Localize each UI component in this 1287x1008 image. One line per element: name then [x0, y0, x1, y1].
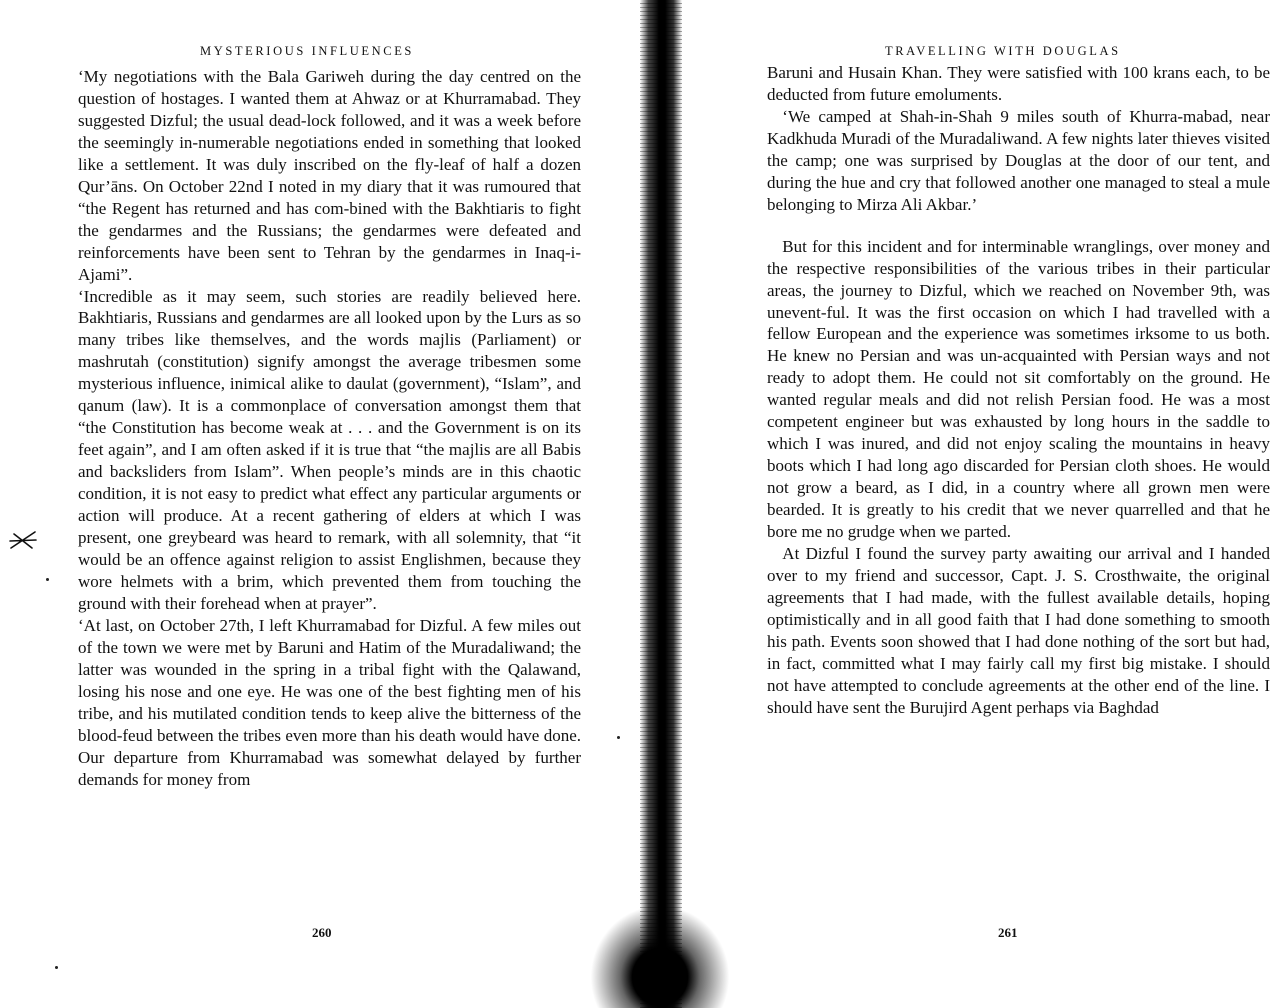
page-number-right: 261 — [998, 925, 1018, 940]
left-page-body — [78, 66, 581, 790]
right-page-body — [767, 62, 1270, 719]
ink-speck — [55, 966, 58, 969]
book-gutter-shadow — [640, 0, 682, 1008]
running-head-right: TRAVELLING WITH DOUGLAS — [885, 44, 1121, 58]
ink-speck — [617, 736, 620, 739]
paragraph: ‘My negotiations with the Bala Gariweh during the day centred on the question of hostages. I wanted them at Ahwaz or at Khurramabad. They suggested Dizful; the usual dead-lock followed, and it was a week before the seemingly in-numerable negotiations ended in something that looked like a settlement. It was duly inscribed on the fly-leaf of half a dozen Qur’āns. On October 22nd I noted in my diary that it was rumoured that “the Regent has returned and has com-bined with the Bakhtiaris to fight the gendarmes and the Russians; the gendarmes were defeated and reinforcements have been sent to Tehran by the gendarmes in Inaq-i-Ajami”. — [78, 67, 581, 284]
paragraph: ‘At last, on October 27th, I left Khurramabad for Dizful. A few miles out of the town we were met by Baruni and Hatim of the Muradaliwand; the latter was wounded in the spring in a tribal fight with the Qalawand, losing his nose and one eye. He was one of the best fighting men of his tribe, and his mutilated condition tends to keep alive the bitterness of the blood-feud between the tribes even more than his death would have done. Our departure from Khurramabad was somewhat delayed by further demands for money from — [78, 615, 581, 789]
paragraph: At Dizful I found the survey party awaiting our arrival and I handed over to my friend and successor, Capt. J. S. Crosthwaite, the original agreements that I had made, with the fullest available details, hoping optimistically and in all good faith that I had done something to smooth his path. Events soon showed that I had done nothing of the sort but had, in fact, committed what I may fairly call my first big mistake. I should not have attempted to conclude agreements at the other end of the line. I should have sent the Burujird Agent perhaps via Baghdad — [767, 544, 1270, 717]
right-page — [682, 0, 1287, 1008]
page-number-left: 260 — [312, 925, 332, 940]
running-head-left: MYSTERIOUS INFLUENCES — [200, 44, 414, 58]
paragraph: ‘Incredible as it may seem, such stories are readily believed here. Bakhtiaris, Russians and gendarmes are all looked upon by the Lurs as so many tribes like themselves, and the words majlis (Parliament) or mashrutah (constitution) signify amongst the average tribesmen some mysterious influence, inimical alike to daulat (government), “Islam”, and qanum (law). It is a commonplace of conversation amongst them that “the Constitution has become weak at . . . and the Government is on its feet again”, and I am often asked if it is true that “the majlis are all Babis and backsliders from Islam”. When people’s minds are in this chaotic condition, it is not easy to predict what effect any particular arguments or action will produce. At a recent gathering of elders at which I was present, one greybeard was heard to remark, with all solemnity, that “it would be an offence against religion to assist Englishmen, because they wore helmets with a brim, which prevented them from touching the ground with their forehead when at prayer”. — [78, 286, 581, 613]
paragraph: But for this incident and for interminable wranglings, over money and the respective responsibilities of the various tribes in their particular areas, the journey to Dizful, which we reached on November 9th, was unevent-ful. It was the first occasion on which I had travelled with a fellow European and the experience was sometimes irksome to us both. He knew no Persian and was un-acquainted with Persian ways and not ready to adopt them. He could not sit comfortably on the ground. He wanted regular meals and did not relish Persian food. He was a most competent engineer but was exhausted by long hours in the saddle to which I was inured, and did not enjoy scaling the mountains in heavy boots which I had long ago discarded for Persian cloth shoes. He would not grow a beard, as I did, in a country where all grown men were bearded. It is greatly to his credit that we never quarrelled and that he bore me no grudge when we parted. — [767, 236, 1270, 542]
left-page — [0, 0, 640, 1008]
paragraph: Baruni and Husain Khan. They were satisfied with 100 krans each, to be deducted from future emoluments. — [767, 63, 1270, 104]
paragraph: ‘We camped at Shah-in-Shah 9 miles south of Khurra-mabad, near Kadkhuda Muradi of the Muradaliwand. A few nights later thieves visited the camp; one was surprised by Douglas at the door of our tent, and during the hue and cry that followed another one managed to steal a mule belonging to Mirza Ali Akbar.’ — [767, 106, 1270, 214]
margin-cross-mark-icon — [8, 528, 38, 552]
ink-speck — [46, 578, 49, 581]
